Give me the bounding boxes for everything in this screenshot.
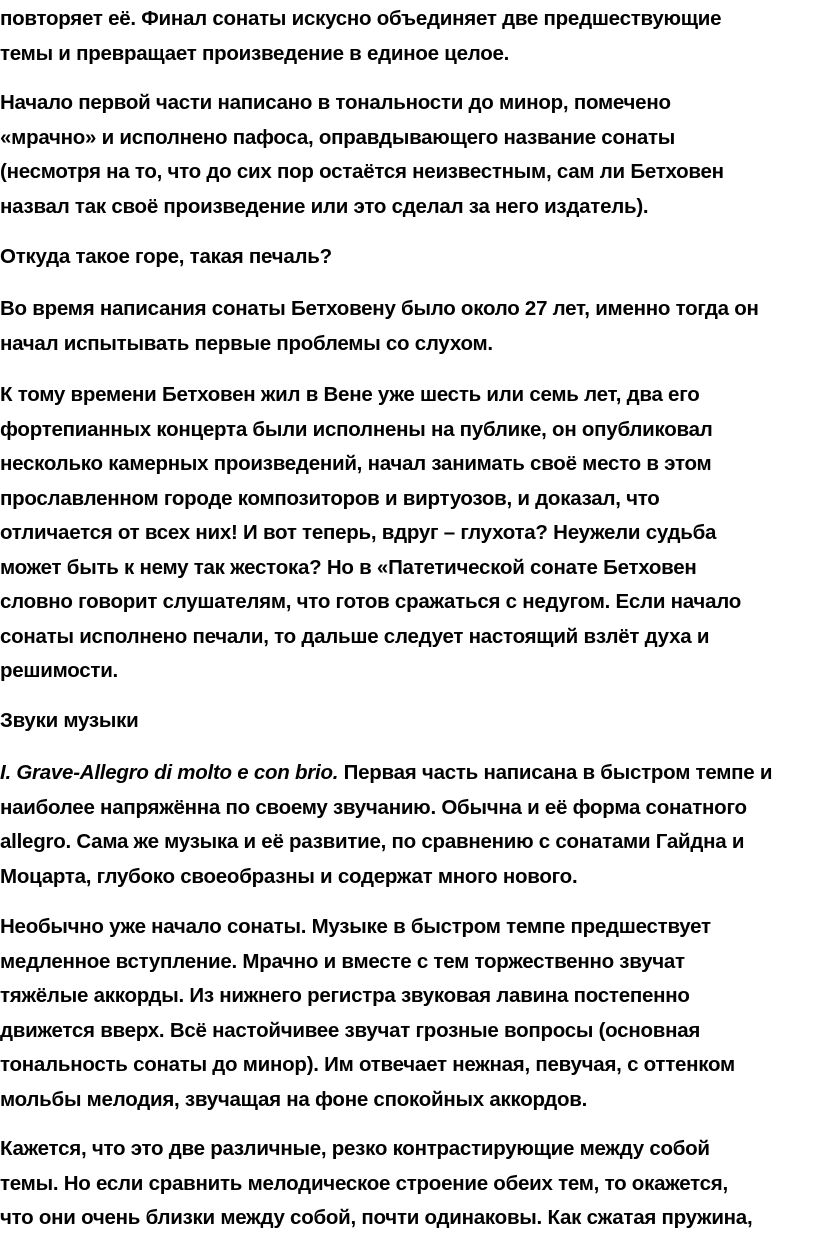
text-line: темы и превращает произведение в единое целое.	[0, 41, 510, 65]
paragraph-first-movement-key	[0, 86, 816, 224]
text-line: решимости.	[0, 659, 118, 682]
text-line: сонаты исполнено печали, то дальше следует настоящий взлёт духа и	[0, 624, 710, 648]
text-line: Начало первой части написано в тональности до минор, помечено	[0, 91, 671, 114]
paragraph-question	[0, 240, 816, 275]
text-line: мольбы мелодия, звучащая на фоне спокойных аккордов.	[0, 1087, 588, 1111]
text-line: начал испытывать первые проблемы со слухом.	[0, 331, 493, 355]
text-line: Откуда такое горе, такая печаль?	[0, 245, 332, 268]
text-line: несколько камерных произведений, начал занимать своё место в этом	[0, 452, 712, 475]
paragraph-finale-summary	[0, 2, 816, 71]
text-line: медленное вступление. Мрачно и вместе с тем торжественно звучат	[0, 949, 685, 973]
paragraph-themes	[0, 1132, 816, 1236]
heading-text: Звуки музыки	[0, 709, 139, 732]
text-line: прославленном городе композиторов и виртуозов, и доказал, что	[0, 486, 660, 510]
movement-title: I. Grave-Allegro di molto e con brio.	[0, 761, 339, 784]
text-line: К тому времени Бетховен жил в Вене уже шесть или семь лет, два его	[0, 383, 700, 406]
text-line: отличается от всех них! И вот теперь, вдруг – глухота? Неужели судьба	[0, 521, 717, 544]
text-line: повторяет её. Финал сонаты искусно объединяет две предшествующие	[0, 7, 722, 30]
text-line: Необычно уже начало сонаты. Музыке в быстром темпе предшествует	[0, 915, 711, 938]
paragraph-hearing-problems	[0, 292, 816, 361]
text-line: движется вверх. Всё настойчивее звучат грозные вопросы (основная	[0, 1018, 701, 1042]
section-heading	[0, 704, 816, 739]
text-line: «мрачно» и исполнено пафоса, оправдывающего название сонаты	[0, 125, 676, 149]
text-line: что они очень близки между собой, почти одинаковы. Как сжатая пружина,	[0, 1206, 753, 1229]
text-line: (несмотря на то, что до сих пор остаётся неизвестным, сам ли Бетховен	[0, 160, 724, 183]
text-line: тяжёлые аккорды. Из нижнего регистра звуковая лавина постепенно	[0, 984, 690, 1007]
text-line: назвал так своё произведение или это сделал за него издатель).	[0, 194, 649, 218]
text-line: наиболее напряжённа по своему звучанию. Обычна и её форма сонатного	[0, 795, 747, 819]
paragraph-first-movement	[0, 756, 816, 894]
text-line: allegro. Сама же музыка и её развитие, по сравнению с сонатами Гайдна и	[0, 830, 745, 853]
text-fragment: Первая часть написана в быстром темпе и	[338, 761, 773, 784]
text-line: тональность сонаты до минор). Им отвечает нежная, певучая, с оттенком	[0, 1053, 735, 1076]
text-line: Кажется, что это две различные, резко контрастирующие между собой	[0, 1137, 710, 1160]
paragraph-introduction	[0, 910, 816, 1117]
text-line: может быть к нему так жестока? Но в «Патетической сонате Бетховен	[0, 555, 697, 579]
text-line: Во время написания сонаты Бетховену было около 27 лет, именно тогда он	[0, 297, 759, 320]
text-line: Моцарта, глубоко своеобразны и содержат много нового.	[0, 864, 578, 888]
text-line: словно говорит слушателям, что готов сражаться с недугом. Если начало	[0, 590, 741, 613]
text-line	[0, 756, 816, 791]
paragraph-vienna-years	[0, 378, 816, 689]
text-line: темы. Но если сравнить мелодическое строение обеих тем, то окажется,	[0, 1171, 728, 1195]
text-line: фортепианных концерта были исполнены на публике, он опубликовал	[0, 417, 713, 441]
